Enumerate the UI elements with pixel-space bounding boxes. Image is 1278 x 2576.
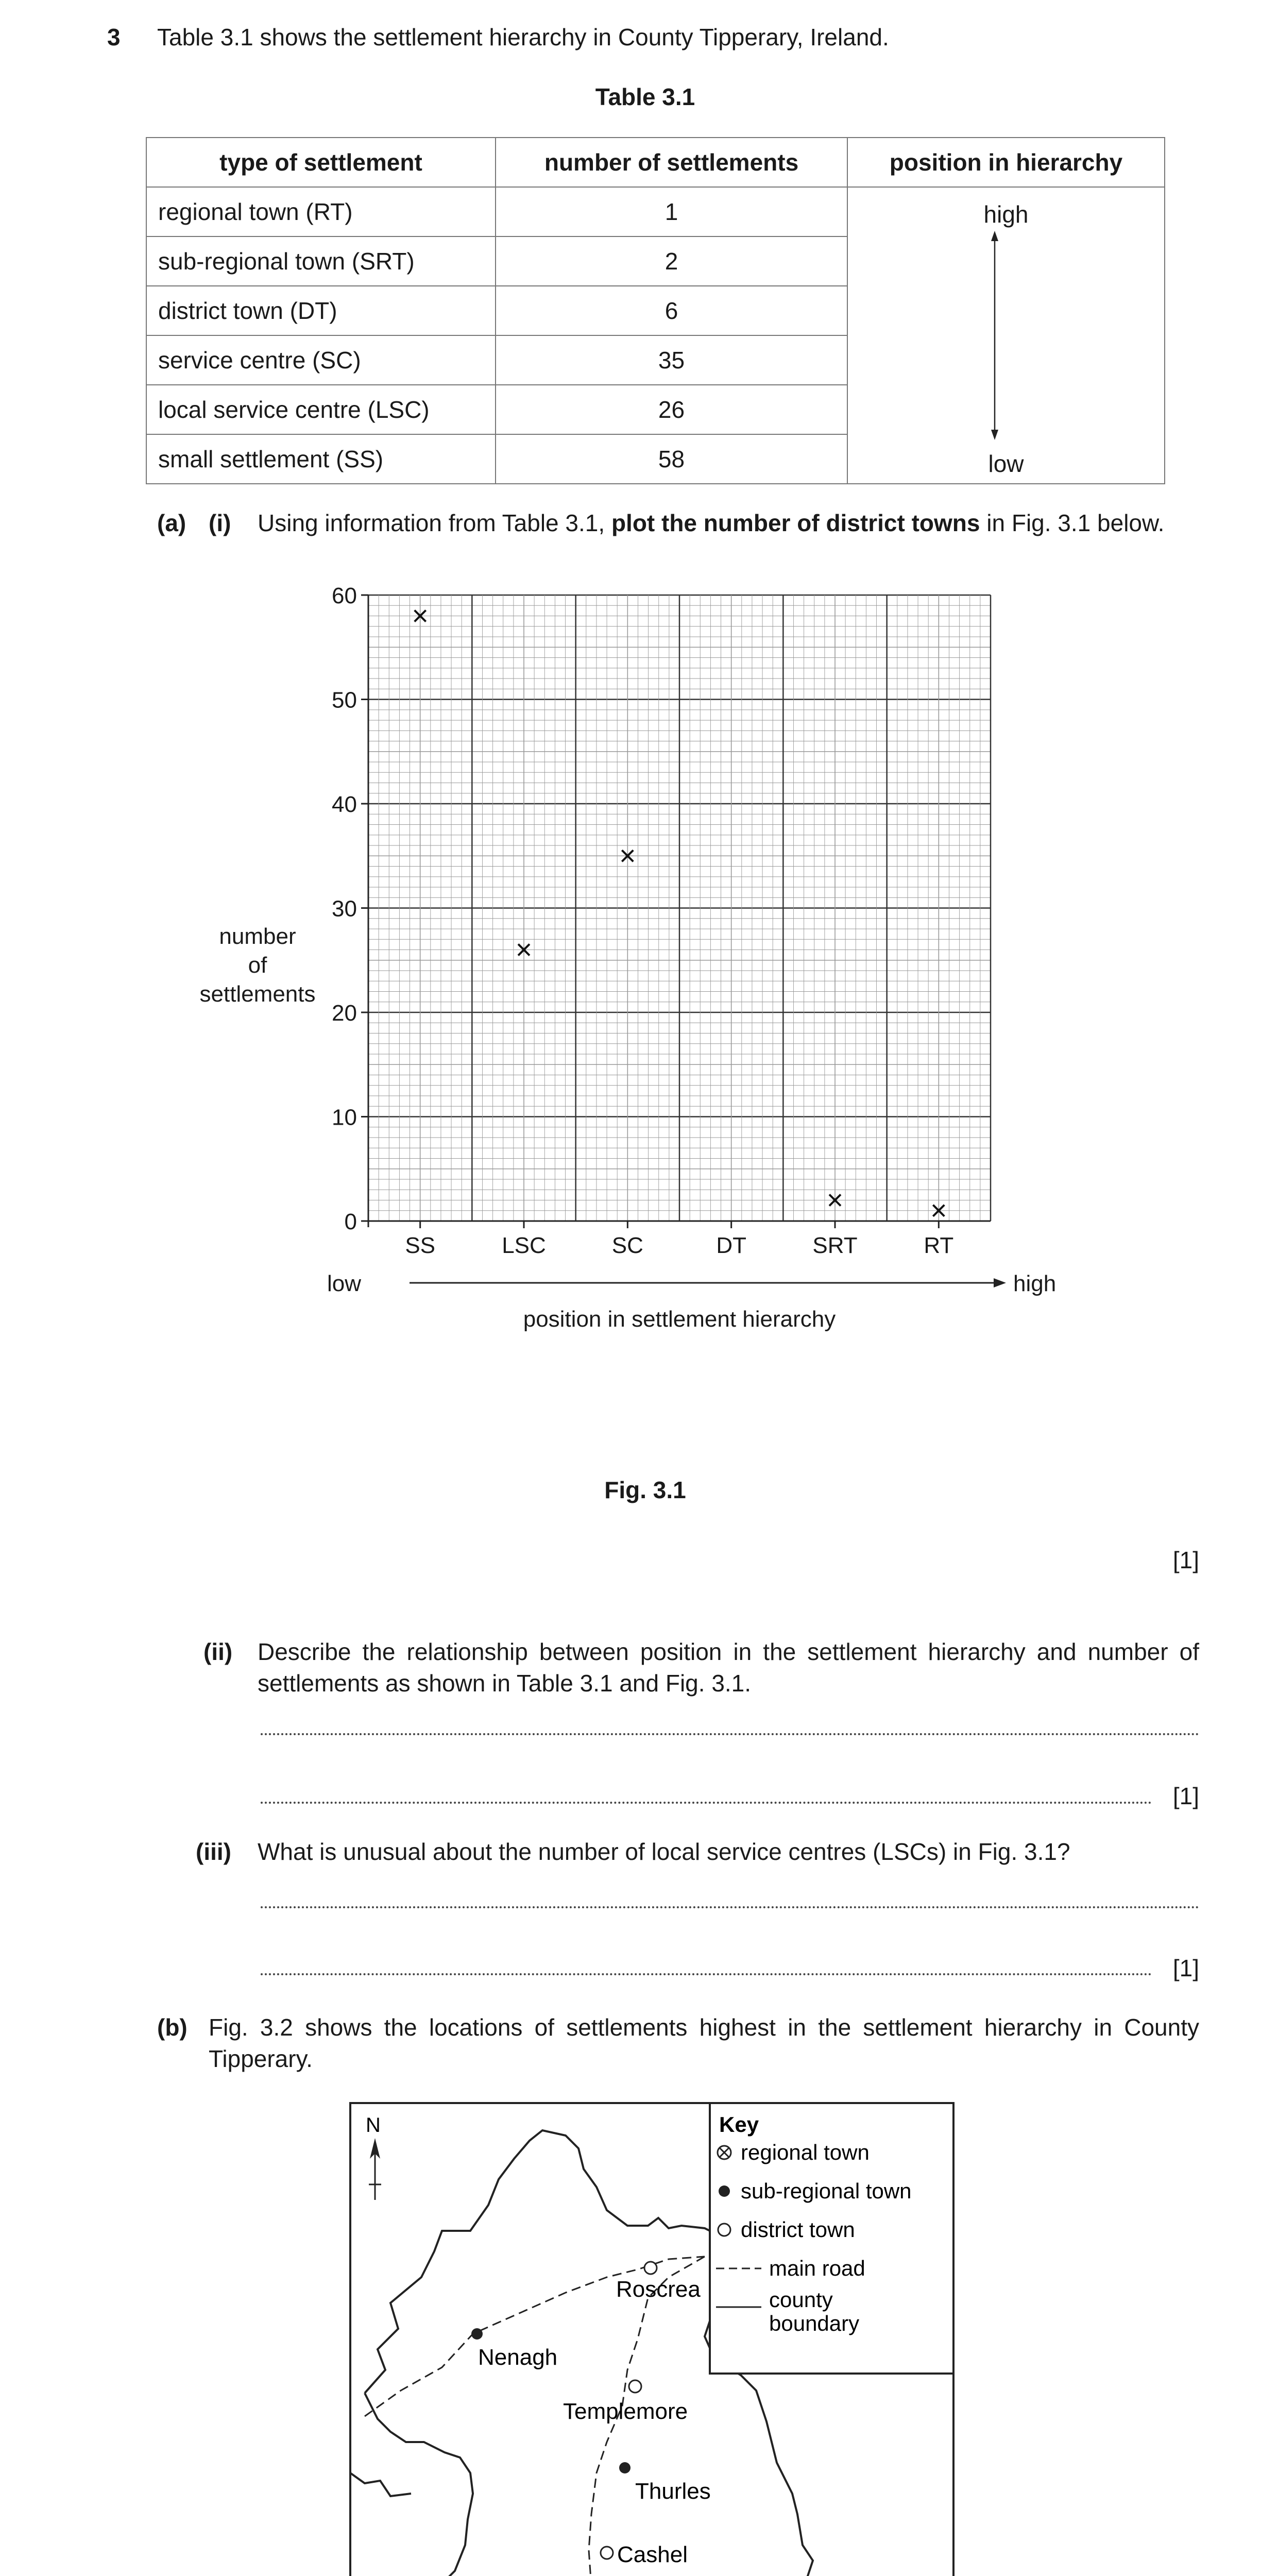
key-regional-town: regional town: [741, 2140, 870, 2164]
y-axis-label: settlements: [199, 981, 316, 1007]
roscrea-marker: [644, 2262, 657, 2274]
answer-line[interactable]: [261, 1802, 1152, 1804]
part-a-label: (a): [157, 510, 186, 536]
fig-3-1-caption: Fig. 3.1: [604, 1477, 686, 1503]
place-thurles: Thurles: [635, 2479, 711, 2504]
cashel-marker: [601, 2547, 613, 2559]
answer-line[interactable]: [261, 1973, 1152, 1975]
cell-type: small settlement (SS): [146, 434, 496, 484]
svg-text:N: N: [366, 2114, 381, 2137]
key-regional-town-icon: [718, 2146, 731, 2159]
cell-number: 26: [496, 385, 847, 434]
thurles-marker: [619, 2462, 631, 2473]
place-nenagh: Nenagh: [478, 2345, 558, 2370]
cell-type: sub-regional town (SRT): [146, 236, 496, 286]
arrow-head-icon: [994, 1278, 1006, 1287]
place-templemore: Templemore: [563, 2399, 688, 2424]
x-tick-label: LSC: [502, 1233, 546, 1258]
cell-type: local service centre (LSC): [146, 385, 496, 434]
table-header-row: [146, 138, 1165, 187]
part-a-i-question: [258, 507, 1164, 539]
x-tick-label: SS: [405, 1233, 436, 1258]
mark-a-ii: [1]: [1172, 1783, 1199, 1809]
part-a-i-text-pre: Using information from Table 3.1,: [258, 510, 611, 536]
cell-number: 35: [496, 335, 847, 385]
question-number: 3: [107, 24, 121, 50]
key-title: Key: [719, 2112, 759, 2137]
y-tick-label: 10: [332, 1105, 357, 1130]
hierarchy-low-label: low: [988, 450, 1024, 477]
hierarchy-high-label: high: [983, 201, 1029, 228]
cell-number: 1: [496, 187, 847, 236]
y-tick-label: 60: [332, 583, 357, 608]
cell-number: 58: [496, 434, 847, 484]
place-roscrea: Roscrea: [616, 2277, 701, 2302]
part-a-i-label: (i): [209, 510, 231, 536]
place-cashel: Cashel: [617, 2542, 688, 2567]
settlement-table: [146, 137, 1165, 484]
x-tick-label: SRT: [812, 1233, 858, 1258]
part-a-iii-label: (iii): [196, 1838, 231, 1865]
table-title: Table 3.1: [595, 83, 695, 110]
x-tick-label: SC: [611, 1233, 643, 1258]
x-low-label: low: [327, 1271, 362, 1296]
y-tick-label: 30: [332, 896, 357, 922]
key-main-road: main road: [769, 2256, 865, 2280]
table-header-number: number of settlements: [496, 138, 847, 187]
part-a-iii-text: What is unusual about the number of local service centres (LSCs) in Fig. 3.1?: [258, 1838, 1070, 1865]
table-header-type: type of settlement: [146, 138, 496, 187]
hierarchy-cell: [847, 187, 1165, 484]
y-tick-label: 40: [332, 792, 357, 817]
table-row: [146, 187, 1165, 236]
part-a-i-text-post: in Fig. 3.1 below.: [980, 510, 1165, 536]
key-sub-regional-town: sub-regional town: [741, 2179, 912, 2203]
x-high-label: high: [1013, 1271, 1057, 1296]
part-a-ii-text: Describe the relationship between position in the settlement hierarchy and number of settlements as shown in Table 3.1 and Fig. 3.1.: [258, 1638, 1199, 1697]
settlement-graph[interactable]: [155, 556, 1133, 1437]
y-axis-label: of: [248, 953, 267, 978]
key-sub-regional-icon: [719, 2185, 730, 2197]
mark-a-iii: [1]: [1172, 1955, 1199, 1981]
key-district-town: district town: [741, 2217, 855, 2242]
part-b-label: (b): [157, 2014, 188, 2041]
cell-number: 6: [496, 286, 847, 335]
key-county-boundary: county boundary: [769, 2287, 860, 2335]
hierarchy-arrow-icon: [984, 230, 1005, 441]
cell-number: 2: [496, 236, 847, 286]
cell-type: regional town (RT): [146, 187, 496, 236]
part-a-ii-label: (ii): [203, 1638, 233, 1665]
x-axis-label: position in settlement hierarchy: [523, 1307, 836, 1332]
nenagh-marker: [471, 2328, 483, 2340]
y-tick-label: 20: [332, 1001, 357, 1026]
y-axis-label: number: [219, 924, 296, 949]
y-tick-label: 0: [344, 1209, 357, 1234]
part-a-i-text-bold: plot the number of district towns: [611, 510, 980, 536]
answer-line[interactable]: [261, 1906, 1199, 1908]
key-district-town-icon: [718, 2224, 730, 2236]
question-intro: Table 3.1 shows the settlement hierarchy in County Tipperary, Ireland.: [157, 24, 889, 50]
mark-a-i: [1]: [1172, 1547, 1199, 1573]
answer-line[interactable]: [261, 1733, 1199, 1735]
x-tick-label: RT: [924, 1233, 954, 1258]
table-header-position: position in hierarchy: [847, 138, 1165, 187]
part-b-intro: Fig. 3.2 shows the locations of settlements highest in the settlement hierarchy in County Tipperary.: [209, 2014, 1199, 2072]
cell-type: service centre (SC): [146, 335, 496, 385]
county-map: [349, 2102, 955, 2576]
y-tick-label: 50: [332, 687, 357, 713]
templemore-marker: [629, 2380, 641, 2393]
x-tick-label: DT: [716, 1233, 746, 1258]
cell-type: district town (DT): [146, 286, 496, 335]
